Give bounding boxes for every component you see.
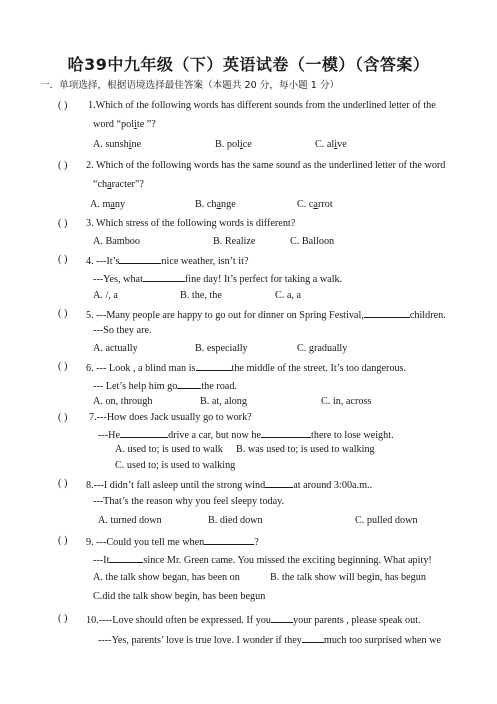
answer-paren[interactable]: ( ) <box>58 412 68 423</box>
answer-paren[interactable]: ( ) <box>58 478 68 489</box>
option-a[interactable]: A. actually <box>93 343 138 354</box>
question-text: 5. ---Many people are happy to go out for dinner on Spring Festival, children. <box>86 310 446 321</box>
answer-blank[interactable] <box>119 254 161 264</box>
question-text: ---He drive a car, but now he there to lose weight. <box>98 430 394 441</box>
option-c[interactable]: C. Balloon <box>290 236 335 247</box>
option-a[interactable]: A. sunshine <box>93 139 142 150</box>
question-text: “character”? <box>93 179 144 190</box>
option-a[interactable]: A. used to; is used to walk <box>115 444 223 455</box>
option-a[interactable]: A. turned down <box>98 515 162 526</box>
option-b[interactable]: B. at, along <box>200 396 247 407</box>
option-b[interactable]: B. especially <box>195 343 248 354</box>
answer-blank[interactable] <box>120 428 168 438</box>
question-text: ---It since Mr. Green came. You missed the exciting beginning. What apity! <box>93 555 432 566</box>
option-b[interactable]: B. Realize <box>213 236 256 247</box>
option-b[interactable]: B. the talk show will begin, has begun <box>270 572 426 583</box>
answer-blank[interactable] <box>271 613 293 623</box>
option-a[interactable]: A. many <box>90 199 126 210</box>
answer-blank[interactable] <box>364 308 410 318</box>
answer-paren[interactable]: ( ) <box>58 160 68 171</box>
option-c[interactable]: C. pulled down <box>355 515 418 526</box>
option-c[interactable]: C. gradually <box>297 343 348 354</box>
question-text: 2. Which of the following words has the same sound as the underlined letter of the word <box>86 160 446 171</box>
answer-blank[interactable] <box>109 553 143 563</box>
page-title: 哈39中九年级（下）英语试卷（一模）（含答案） <box>67 55 430 74</box>
question-text: 6. --- Look , a blind man is the middle of the street. It’s too dangerous. <box>86 363 407 374</box>
option-b[interactable]: B. died down <box>208 515 263 526</box>
answer-paren[interactable]: ( ) <box>58 100 68 111</box>
question-text: 8.---I didn’t fall asleep until the strong wind at around 3:00a.m.. <box>86 480 373 491</box>
question-text: 9. ---Could you tell me when ? <box>86 537 259 548</box>
option-b[interactable]: B. was used to; is used to walking <box>236 444 375 455</box>
answer-blank[interactable] <box>261 428 311 438</box>
answer-paren[interactable]: ( ) <box>58 535 68 546</box>
option-c[interactable]: C. used to; is used to walking <box>115 460 236 471</box>
option-a[interactable]: A. /, a <box>93 290 118 301</box>
answer-blank[interactable] <box>265 478 293 488</box>
question-text: 4. ---It’s nice weather, isn’t it? <box>86 256 249 267</box>
answer-paren[interactable]: ( ) <box>58 308 68 319</box>
answer-blank[interactable] <box>204 535 254 545</box>
option-c[interactable]: C. carrot <box>297 199 333 210</box>
question-text: ---Yes, what fine day! It’s perfect for taking a walk. <box>93 274 343 285</box>
answer-blank[interactable] <box>302 633 324 643</box>
option-c[interactable]: C. in, across <box>321 396 372 407</box>
option-b[interactable]: B. police <box>215 139 252 150</box>
answer-paren[interactable]: ( ) <box>58 254 68 265</box>
answer-paren[interactable]: ( ) <box>58 218 68 229</box>
question-text: ----Yes, parents’ love is true love. I wonder if they much too surprised when we <box>98 635 442 646</box>
option-b[interactable]: B. the, the <box>180 290 222 301</box>
question-text: 10.----Love should often be expressed. If you your parents , please speak out. <box>86 615 421 626</box>
question-text: ---That’s the reason why you feel sleepy today. <box>93 496 285 507</box>
question-text: --- Let’s help him go the road. <box>93 381 237 392</box>
option-c[interactable]: C.did the talk show begin, has been begun <box>93 591 266 602</box>
question-text: 3. Which stress of the following words is different? <box>86 218 296 229</box>
section-heading: 一．单项选择，根据语境选择最佳答案（本题共 20 分，每小题 1 分） <box>40 80 340 91</box>
question-text: 7.---How does Jack usually go to work? <box>89 412 252 423</box>
option-c[interactable]: C. a, a <box>275 290 302 301</box>
option-c[interactable]: C. alive <box>315 139 347 150</box>
option-a[interactable]: A. on, through <box>93 396 153 407</box>
question-text: word “polite ”? <box>93 119 156 130</box>
answer-blank[interactable] <box>196 361 232 371</box>
question-text: 1.Which of the following words has different sounds from the underlined letter of the <box>88 100 436 111</box>
answer-paren[interactable]: ( ) <box>58 613 68 624</box>
option-a[interactable]: A. Bamboo <box>93 236 140 247</box>
option-b[interactable]: B. change <box>195 199 236 210</box>
answer-paren[interactable]: ( ) <box>58 361 68 372</box>
answer-blank[interactable] <box>177 379 201 389</box>
question-text: ---So they are. <box>93 325 152 336</box>
answer-blank[interactable] <box>143 272 185 282</box>
option-a[interactable]: A. the talk show began, has been on <box>93 572 240 583</box>
